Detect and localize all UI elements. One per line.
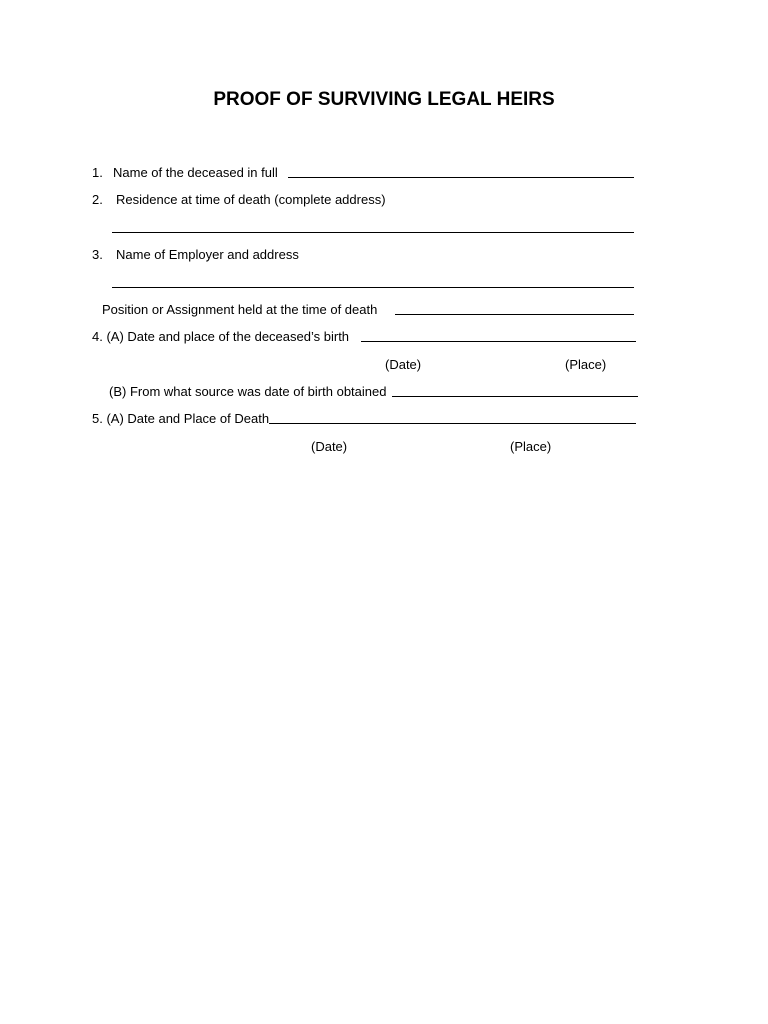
page-title: PROOF OF SURVIVING LEGAL HEIRS — [213, 89, 555, 110]
birth-source-field[interactable] — [392, 396, 638, 397]
residence-field[interactable] — [112, 232, 634, 233]
position-label: Position or Assignment held at the time of death — [102, 302, 378, 317]
residence-label: Residence at time of death (complete address) — [116, 192, 386, 207]
deceased-name-field[interactable] — [288, 177, 634, 178]
item-1-number: 1. — [92, 165, 103, 180]
position-field[interactable] — [395, 314, 634, 315]
birth-date-caption: (Date) — [385, 357, 422, 372]
death-field[interactable] — [269, 423, 636, 424]
birth-place-caption: (Place) — [565, 357, 607, 372]
birth-field[interactable] — [361, 341, 636, 342]
death-label: 5. (A) Date and Place of Death — [92, 411, 270, 426]
item-2-number: 2. — [92, 192, 103, 207]
death-date-caption: (Date) — [311, 439, 348, 454]
birth-label: 4. (A) Date and place of the deceased’s birth — [92, 329, 350, 344]
birth-source-label: (B) From what source was date of birth obtained — [109, 384, 387, 399]
deceased-name-label: Name of the deceased in full — [113, 165, 278, 180]
item-3-number: 3. — [92, 247, 103, 262]
death-place-caption: (Place) — [510, 439, 552, 454]
employer-label: Name of Employer and address — [116, 247, 299, 262]
employer-field[interactable] — [112, 287, 634, 288]
